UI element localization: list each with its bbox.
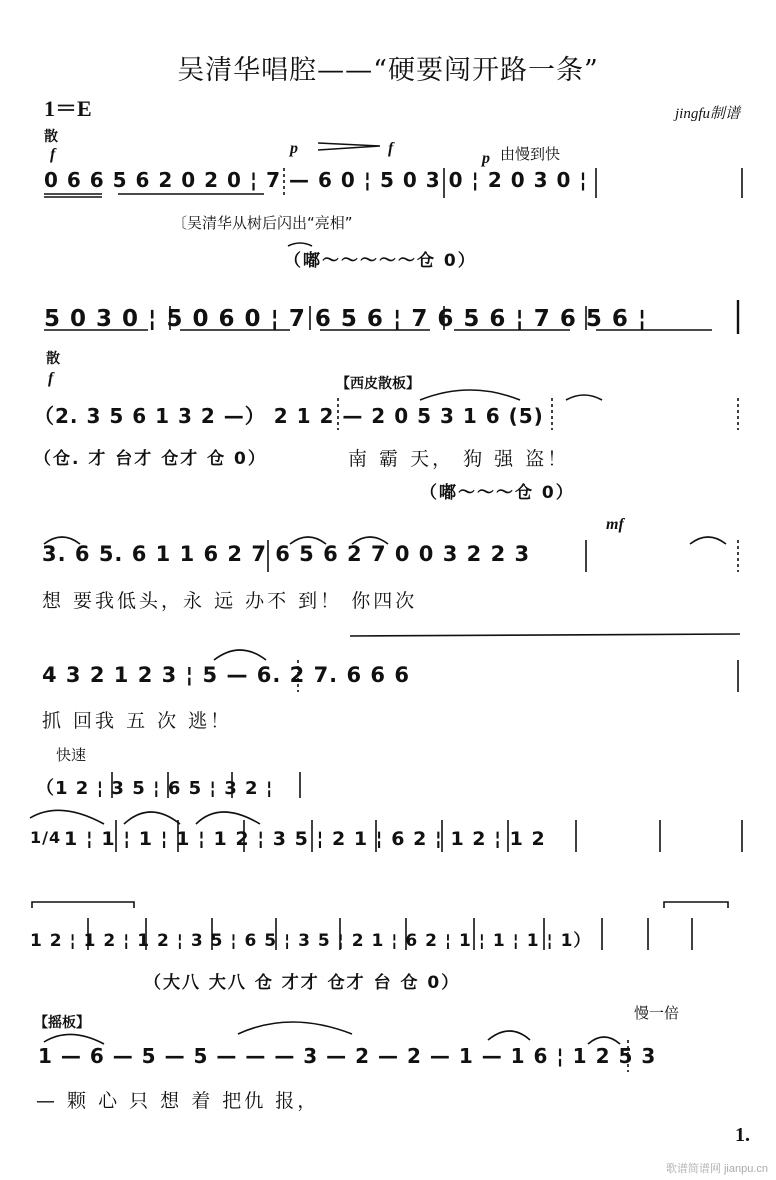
lyrics-line-4: — 颗 心 只 想 着 把仇 报， [36,1090,320,1112]
dynamic-piano: p [290,140,298,157]
system8-notes: 1 — 6 — 5 — 5 — — — 3 — 2 — 2 — 1 — 1 6 ¦ 1 2 5 3 [38,1044,657,1068]
system7-notes: 1 2 ¦ 1 2 ¦ 1 2 ¦ 3 5 ¦ 6 5 ¦ 3 5 ¦ 2 1 ¦ 6 2 ¦ 1 ¦ 1 ¦ 1 ¦ 1） [30,931,592,951]
tempo-mark-free: 散 [44,128,58,144]
time-signature-1-4: 1/4 [30,828,62,847]
lyrics-line-2: 想 要我低头，永 远 办不 到！ 你四次 [42,590,418,612]
percussion-notes: （1 2 ¦ 3 5 ¦ 6 5 ¦ 3 2 ¦ [36,778,274,799]
stage-direction: 〔吴清华从树后闪出“亮相” [172,214,353,232]
system3-notes: （2. 3 5 6 1 3 2 —） 2 1 2 — 2 0 5 3 1 6 (5) [34,404,544,428]
lyrics-line-3: 抓 回我 五 次 逃！ [42,710,233,732]
tempo-change-slower: 慢一倍 [634,1004,680,1022]
dynamic-piano-2: p [482,150,490,167]
percussion-line-2: （仓. 才 台才 仓才 仓 0） [34,449,267,469]
percussion-line-1: （嘟～～～～～仓 0） [284,251,477,271]
tempo-mark-free-2: 散 [46,350,60,366]
key-signature: 1＝E [44,96,92,121]
dynamic-forte-2: f [388,140,394,157]
page-number: 1. [735,1124,750,1146]
page-title: 吴清华唱腔——“硬要闯开路一条” [177,55,599,86]
watermark: 歌谱简谱网 jianpu.cn [665,1163,768,1175]
system5-notes: 4 3 2 1 2 3 ¦ 5 — 6. 2 7. 6 6 6 [42,663,410,687]
dynamic-forte: f [50,146,56,163]
section-xipi-sanban: 【西皮散板】 [336,375,420,391]
percussion-line-3: （嘟～～～仓 0） [420,483,575,503]
section-yaoban: 【摇板】 [34,1014,90,1030]
dynamic-forte-3: f [48,370,54,387]
system6-notes: 1 ¦ 1 ¦ 1 ¦ 1 ¦ 1 2 ¦ 3 5 ¦ 2 1 ¦ 6 2 ¦ 1 2 ¦ 1 2 [64,828,546,850]
transcriber-credit: jingfu制谱 [674,106,740,122]
system4-notes: 3. 6 5. 6 1 1 6 2 7 6 5 6 2 7 0 0 3 2 2 3 [42,542,531,566]
tempo-mark-fast: 快速 [56,746,87,764]
percussion-line-4: （大八 大八 仓 才才 仓才 台 仓 0） [144,973,461,993]
lyrics-line-1: 南 霸 天， 狗 强 盗！ [348,448,570,470]
dynamic-mezzo-forte: mf [606,516,624,533]
tempo-change-accel: 由慢到快 [500,145,561,163]
system1-notes: 0 6 6 5 6 2 0 2 0 ¦ 7 — 6 0 ¦ 5 0 3 0 ¦ 2 0 3 0 ¦ [44,168,588,192]
system2-notes: 5 0 3 0 ¦ 5 0 6 0 ¦ 7 6 5 6 ¦ 7 6 5 6 ¦ 7 6 5 6 ¦ [44,306,648,332]
